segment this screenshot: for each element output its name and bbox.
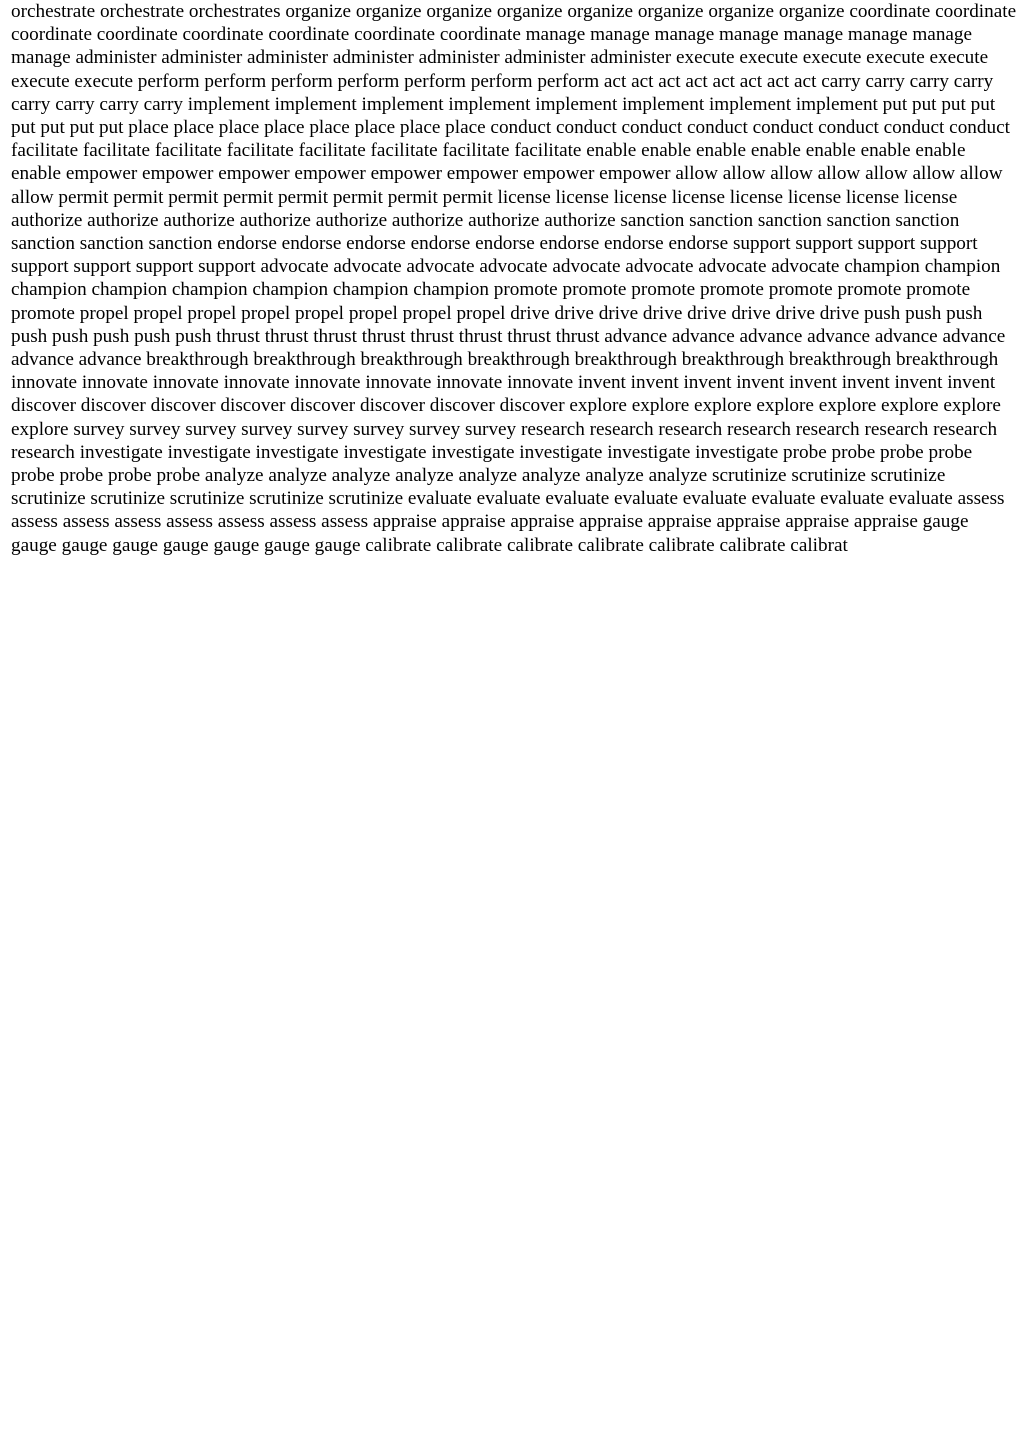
body-text: orchestrate orchestrate orchestrates organize organize organize organize organize organize organize organize coordinate coordinate coordinate coordinate coordinate coordinate coordinate coordinate manage manage manage manage manage manage manage manage administer administer administer administer administer administer administer execute execute execute execute execute execute execute perform perform perform perform perform perform perform act act act act act act act act carry carry carry carry carry carry carry carry implement implement implement implement implement implement implement implement put put put put put put put put place place place place place place place place conduct conduct conduct conduct conduct conduct conduct conduct facilitate facilitate facilitate facilitate facilitate facilitate facilitate facilitate enable enable enable enable enable enable enable enable empower empower empower empower empower empower empower empower allow allow allow allow allow allow allow allow permit permit permit permit permit permit permit permit license license license license license license license license authorize authorize authorize authorize authorize authorize authorize authorize sanction sanction sanction sanction sanction sanction sanction sanction endorse endorse endorse endorse endorse endorse endorse endorse support support support support support support support support advocate advocate advocate advocate advocate advocate advocate advocate champion champion champion champion champion champion champion champion promote promote promote promote promote promote promote promote propel propel propel propel propel propel propel propel drive drive drive drive drive drive drive drive push push push push push push push push thrust thrust thrust thrust thrust thrust thrust thrust advance advance advance advance advance advance advance advance breakthrough breakthrough breakthrough breakthrough breakthrough breakthrough breakthrough breakthrough innovate innovate innovate innovate innovate innovate innovate innovate invent invent invent invent invent invent invent invent discover discover discover discover discover discover discover discover explore explore explore explore explore explore explore explore survey survey survey survey survey survey survey survey research research research research research research research research investigate investigate investigate investigate investigate investigate investigate investigate probe probe probe probe probe probe probe probe analyze analyze analyze analyze analyze analyze analyze analyze scrutinize scrutinize scrutinize scrutinize scrutinize scrutinize scrutinize scrutinize evaluate evaluate evaluate evaluate evaluate evaluate evaluate evaluate assess assess assess assess assess assess assess assess appraise appraise appraise appraise appraise appraise appraise appraise gauge gauge gauge gauge gauge gauge gauge gauge calibrate calibrate calibrate calibrate calibrate calibrate calibrat <box>11 1 1017 556</box>
